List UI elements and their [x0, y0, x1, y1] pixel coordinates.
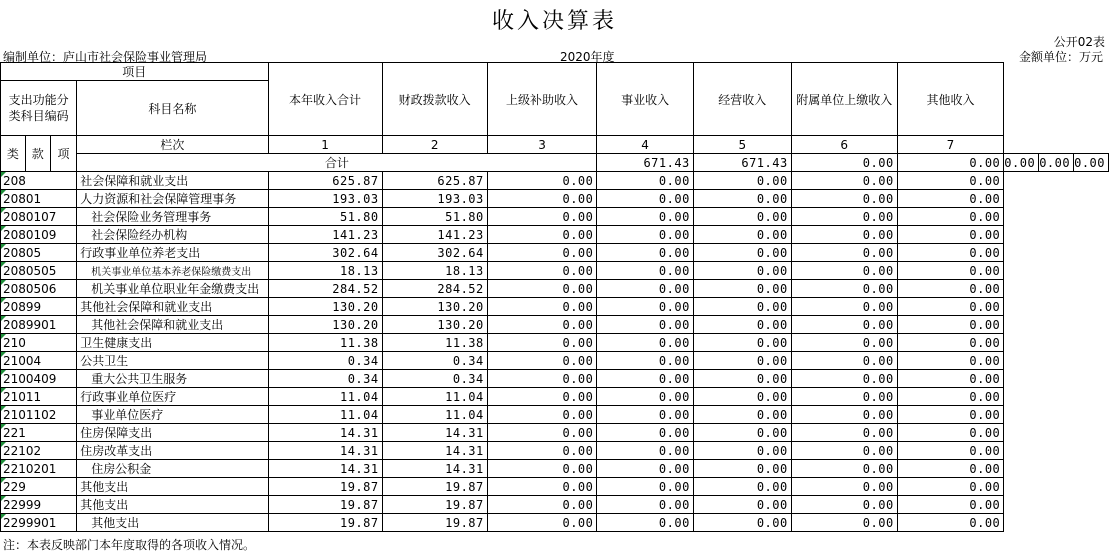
amount-cell-col4[interactable]: 0.00	[597, 262, 693, 280]
amount-cell-col5[interactable]: 0.00	[693, 334, 791, 352]
subject-name-cell[interactable]: 其他社会保障和就业支出	[77, 298, 268, 316]
amount-cell-col4[interactable]: 0.00	[597, 226, 693, 244]
amount-cell-col3[interactable]: 0.00	[487, 496, 597, 514]
subject-name-cell[interactable]: 重大公共卫生服务	[77, 370, 268, 388]
table-row	[1, 226, 1109, 244]
amount-cell-col6[interactable]: 0.00	[791, 496, 897, 514]
amount-cell-col7[interactable]: 0.00	[897, 298, 1004, 316]
amount-cell-col4[interactable]: 0.00	[597, 496, 693, 514]
table-row	[1, 424, 1109, 442]
amount-cell-col7[interactable]: 0.00	[897, 388, 1004, 406]
function-code-cell[interactable]: 2080506	[1, 280, 77, 298]
amount-cell-col5[interactable]: 0.00	[693, 262, 791, 280]
amount-cell-col5[interactable]: 0.00	[693, 460, 791, 478]
total-value-4[interactable]: 0.00	[897, 154, 1004, 172]
col-num-5[interactable]: 5	[693, 136, 791, 154]
amount-cell-col4[interactable]: 0.00	[597, 424, 693, 442]
amount-cell-col1[interactable]: 18.13	[268, 262, 382, 280]
amount-cell-col7[interactable]: 0.00	[897, 496, 1004, 514]
function-code-cell[interactable]: 20801	[1, 190, 77, 208]
table-note: 注：本表反映部门本年度取得的各项收入情况。	[3, 538, 256, 552]
header-col-other[interactable]: 其他收入	[897, 63, 1004, 136]
report-meta-row	[0, 48, 1109, 62]
amount-cell-col4[interactable]: 0.00	[597, 370, 693, 388]
amount-cell-col6[interactable]: 0.00	[791, 280, 897, 298]
amount-cell-col2[interactable]: 11.04	[382, 406, 487, 424]
form-number: 公开02表	[1053, 35, 1105, 49]
subject-name-cell[interactable]: 机关事业单位基本养老保险缴费支出	[77, 262, 268, 280]
amount-cell-col5[interactable]: 0.00	[693, 352, 791, 370]
amount-cell-col6[interactable]: 0.00	[791, 208, 897, 226]
subject-name-cell[interactable]: 住房保障支出	[77, 424, 268, 442]
total-value-6[interactable]: 0.00	[1039, 154, 1074, 172]
header-xiang[interactable]: 项	[50, 136, 77, 172]
amount-cell-col4[interactable]: 0.00	[597, 190, 693, 208]
amount-cell-col2[interactable]: 18.13	[382, 262, 487, 280]
amount-cell-col2[interactable]: 625.87	[382, 172, 487, 190]
amount-cell-col5[interactable]: 0.00	[693, 190, 791, 208]
amount-cell-col7[interactable]: 0.00	[897, 334, 1004, 352]
amount-cell-col6[interactable]: 0.00	[791, 262, 897, 280]
income-table	[0, 62, 1109, 532]
amount-cell-col4[interactable]: 0.00	[597, 478, 693, 496]
amount-cell-col1[interactable]: 11.04	[268, 388, 382, 406]
table-row	[1, 514, 1109, 532]
amount-cell-col4[interactable]: 0.00	[597, 388, 693, 406]
amount-cell-col4[interactable]: 0.00	[597, 352, 693, 370]
amount-cell-col3[interactable]: 0.00	[487, 244, 597, 262]
table-row	[1, 298, 1109, 316]
subject-name-cell[interactable]: 卫生健康支出	[77, 334, 268, 352]
amount-cell-col4[interactable]: 0.00	[597, 298, 693, 316]
header-kuan[interactable]: 款	[25, 136, 50, 172]
subject-name-cell[interactable]: 其他支出	[77, 496, 268, 514]
header-func-code[interactable]: 支出功能分类科目编码	[1, 81, 77, 136]
amount-cell-col6[interactable]: 0.00	[791, 316, 897, 334]
amount-cell-col3[interactable]: 0.00	[487, 262, 597, 280]
amount-cell-col1[interactable]: 0.34	[268, 352, 382, 370]
amount-cell-col3[interactable]: 0.00	[487, 280, 597, 298]
subject-name-cell[interactable]: 其他支出	[77, 478, 268, 496]
table-row	[1, 172, 1109, 190]
amount-cell-col1[interactable]: 193.03	[268, 190, 382, 208]
amount-cell-col2[interactable]: 51.80	[382, 208, 487, 226]
amount-cell-col2[interactable]: 141.23	[382, 226, 487, 244]
amount-cell-col7[interactable]: 0.00	[897, 172, 1004, 190]
header-lei[interactable]: 类	[1, 136, 26, 172]
amount-cell-col2[interactable]: 14.31	[382, 424, 487, 442]
subject-name-cell[interactable]: 社会保险业务管理事务	[77, 208, 268, 226]
function-code-cell[interactable]: 2080107	[1, 208, 77, 226]
amount-cell-col2[interactable]: 19.87	[382, 496, 487, 514]
amount-cell-col7[interactable]: 0.00	[897, 424, 1004, 442]
subject-name-cell[interactable]: 人力资源和社会保障管理事务	[77, 190, 268, 208]
function-code-cell[interactable]: 2299901	[1, 514, 77, 532]
table-row	[1, 262, 1109, 280]
subject-name-cell[interactable]: 其他支出	[77, 514, 268, 532]
amount-cell-col5[interactable]: 0.00	[693, 244, 791, 262]
function-code-cell[interactable]: 229	[1, 478, 77, 496]
amount-cell-col4[interactable]: 0.00	[597, 244, 693, 262]
amount-cell-col3[interactable]: 0.00	[487, 352, 597, 370]
total-row	[1, 154, 1109, 172]
amount-cell-col7[interactable]: 0.00	[897, 280, 1004, 298]
function-code-cell[interactable]: 2100409	[1, 370, 77, 388]
col-num-3[interactable]: 3	[487, 136, 597, 154]
table-row	[1, 370, 1109, 388]
function-code-cell[interactable]: 22102	[1, 442, 77, 460]
compiling-unit: 编制单位：庐山市社会保险事业管理局	[3, 50, 208, 64]
table-row	[1, 190, 1109, 208]
amount-cell-col1[interactable]: 0.34	[268, 370, 382, 388]
amount-cell-col7[interactable]: 0.00	[897, 244, 1004, 262]
header-col-subsidiary[interactable]: 附属单位上缴收入	[791, 63, 897, 136]
function-code-cell[interactable]: 20805	[1, 244, 77, 262]
amount-cell-col3[interactable]: 0.00	[487, 442, 597, 460]
amount-cell-col7[interactable]: 0.00	[897, 370, 1004, 388]
amount-cell-col6[interactable]: 0.00	[791, 298, 897, 316]
function-code-cell[interactable]: 22999	[1, 496, 77, 514]
table-row	[1, 496, 1109, 514]
amount-cell-col7[interactable]: 0.00	[897, 514, 1004, 532]
amount-cell-col7[interactable]: 0.00	[897, 352, 1004, 370]
function-code-cell[interactable]: 2080505	[1, 262, 77, 280]
header-col-fiscal[interactable]: 财政拨款收入	[382, 63, 487, 136]
amount-cell-col6[interactable]: 0.00	[791, 352, 897, 370]
header-project[interactable]: 项目	[1, 63, 269, 81]
amount-cell-col6[interactable]: 0.00	[791, 334, 897, 352]
amount-cell-col2[interactable]: 0.34	[382, 370, 487, 388]
amount-cell-col4[interactable]: 0.00	[597, 316, 693, 334]
amount-cell-col3[interactable]: 0.00	[487, 226, 597, 244]
amount-cell-col3[interactable]: 0.00	[487, 298, 597, 316]
total-value-7[interactable]: 0.00	[1074, 154, 1109, 172]
table-row	[1, 352, 1109, 370]
amount-cell-col5[interactable]: 0.00	[693, 442, 791, 460]
total-value-2[interactable]: 671.43	[693, 154, 791, 172]
amount-cell-col1[interactable]: 19.87	[268, 514, 382, 532]
amount-cell-col3[interactable]: 0.00	[487, 334, 597, 352]
amount-cell-col2[interactable]: 11.38	[382, 334, 487, 352]
table-row	[1, 334, 1109, 352]
amount-cell-col7[interactable]: 0.00	[897, 316, 1004, 334]
amount-cell-col7[interactable]: 0.00	[897, 208, 1004, 226]
subject-name-cell[interactable]: 事业单位医疗	[77, 406, 268, 424]
amount-cell-col6[interactable]: 0.00	[791, 514, 897, 532]
amount-cell-col5[interactable]: 0.00	[693, 316, 791, 334]
amount-cell-col5[interactable]: 0.00	[693, 298, 791, 316]
amount-cell-col4[interactable]: 0.00	[597, 514, 693, 532]
amount-cell-col7[interactable]: 0.00	[897, 262, 1004, 280]
col-num-4[interactable]: 4	[597, 136, 693, 154]
amount-cell-col2[interactable]: 302.64	[382, 244, 487, 262]
amount-cell-col5[interactable]: 0.00	[693, 496, 791, 514]
amount-cell-col3[interactable]: 0.00	[487, 172, 597, 190]
amount-cell-col4[interactable]: 0.00	[597, 172, 693, 190]
amount-cell-col7[interactable]: 0.00	[897, 226, 1004, 244]
amount-cell-col2[interactable]: 19.87	[382, 478, 487, 496]
amount-cell-col3[interactable]: 0.00	[487, 478, 597, 496]
amount-cell-col5[interactable]: 0.00	[693, 424, 791, 442]
header-col-total[interactable]: 本年收入合计	[268, 63, 382, 136]
amount-cell-col2[interactable]: 130.20	[382, 298, 487, 316]
col-num-1[interactable]: 1	[268, 136, 382, 154]
amount-cell-col5[interactable]: 0.00	[693, 514, 791, 532]
total-value-3[interactable]: 0.00	[791, 154, 897, 172]
amount-cell-col1[interactable]: 19.87	[268, 478, 382, 496]
subject-name-cell[interactable]: 社会保障和就业支出	[77, 172, 268, 190]
amount-cell-col1[interactable]: 14.31	[268, 442, 382, 460]
amount-cell-col5[interactable]: 0.00	[693, 226, 791, 244]
amount-cell-col1[interactable]: 625.87	[268, 172, 382, 190]
table-row	[1, 388, 1109, 406]
subject-name-cell[interactable]: 行政事业单位医疗	[77, 388, 268, 406]
header-col-operation[interactable]: 经营收入	[693, 63, 791, 136]
amount-cell-col4[interactable]: 0.00	[597, 334, 693, 352]
report-year: 2020年度	[560, 50, 615, 64]
amount-cell-col7[interactable]: 0.00	[897, 460, 1004, 478]
col-num-7[interactable]: 7	[897, 136, 1004, 154]
amount-cell-col3[interactable]: 0.00	[487, 190, 597, 208]
subject-name-cell[interactable]: 公共卫生	[77, 352, 268, 370]
amount-cell-col3[interactable]: 0.00	[487, 424, 597, 442]
table-row	[1, 208, 1109, 226]
function-code-cell[interactable]: 2101102	[1, 406, 77, 424]
amount-cell-col4[interactable]: 0.00	[597, 406, 693, 424]
table-row	[1, 316, 1109, 334]
subject-name-cell[interactable]: 其他社会保障和就业支出	[77, 316, 268, 334]
amount-cell-col6[interactable]: 0.00	[791, 442, 897, 460]
amount-cell-col6[interactable]: 0.00	[791, 460, 897, 478]
amount-cell-col2[interactable]: 14.31	[382, 460, 487, 478]
total-value-1[interactable]: 671.43	[597, 154, 693, 172]
amount-cell-col6[interactable]: 0.00	[791, 406, 897, 424]
header-col-index[interactable]: 栏次	[77, 136, 268, 154]
amount-cell-col5[interactable]: 0.00	[693, 370, 791, 388]
subject-name-cell[interactable]: 住房改革支出	[77, 442, 268, 460]
header-col-business[interactable]: 事业收入	[597, 63, 693, 136]
amount-cell-col5[interactable]: 0.00	[693, 280, 791, 298]
amount-cell-col2[interactable]: 14.31	[382, 442, 487, 460]
amount-cell-col5[interactable]: 0.00	[693, 388, 791, 406]
function-code-cell[interactable]: 208	[1, 172, 77, 190]
report-title: 收入决算表	[491, 9, 617, 34]
amount-cell-col6[interactable]: 0.00	[791, 424, 897, 442]
amount-cell-col3[interactable]: 0.00	[487, 406, 597, 424]
amount-cell-col5[interactable]: 0.00	[693, 208, 791, 226]
amount-cell-col2[interactable]: 130.20	[382, 316, 487, 334]
amount-cell-col7[interactable]: 0.00	[897, 442, 1004, 460]
total-value-5[interactable]: 0.00	[1004, 154, 1039, 172]
function-code-cell[interactable]: 2089901	[1, 316, 77, 334]
table-row	[1, 280, 1109, 298]
amount-cell-col4[interactable]: 0.00	[597, 280, 693, 298]
amount-cell-col2[interactable]: 0.34	[382, 352, 487, 370]
amount-cell-col1[interactable]: 302.64	[268, 244, 382, 262]
amount-cell-col6[interactable]: 0.00	[791, 388, 897, 406]
amount-cell-col1[interactable]: 11.38	[268, 334, 382, 352]
amount-cell-col1[interactable]: 19.87	[268, 496, 382, 514]
subject-name-cell[interactable]: 机关事业单位职业年金缴费支出	[77, 280, 268, 298]
amount-cell-col3[interactable]: 0.00	[487, 388, 597, 406]
table-row	[1, 460, 1109, 478]
function-code-cell[interactable]: 2080109	[1, 226, 77, 244]
amount-cell-col2[interactable]: 11.04	[382, 388, 487, 406]
table-row	[1, 406, 1109, 424]
amount-cell-col1[interactable]: 130.20	[268, 298, 382, 316]
header-col-superior[interactable]: 上级补助收入	[487, 63, 597, 136]
function-code-cell[interactable]: 2210201	[1, 460, 77, 478]
function-code-cell[interactable]: 221	[1, 424, 77, 442]
function-code-cell[interactable]: 21011	[1, 388, 77, 406]
amount-cell-col4[interactable]: 0.00	[597, 460, 693, 478]
col-num-2[interactable]: 2	[382, 136, 487, 154]
amount-unit: 金额单位：万元	[1018, 50, 1103, 64]
amount-cell-col3[interactable]: 0.00	[487, 514, 597, 532]
amount-cell-col5[interactable]: 0.00	[693, 406, 791, 424]
subject-name-cell[interactable]: 行政事业单位养老支出	[77, 244, 268, 262]
amount-cell-col3[interactable]: 0.00	[487, 370, 597, 388]
header-subject-name[interactable]: 科目名称	[77, 81, 268, 136]
amount-cell-col6[interactable]: 0.00	[791, 226, 897, 244]
function-code-cell[interactable]: 210	[1, 334, 77, 352]
subject-name-cell[interactable]: 住房公积金	[77, 460, 268, 478]
amount-cell-col2[interactable]: 19.87	[382, 514, 487, 532]
amount-cell-col3[interactable]: 0.00	[487, 208, 597, 226]
amount-cell-col3[interactable]: 0.00	[487, 460, 597, 478]
amount-cell-col3[interactable]: 0.00	[487, 316, 597, 334]
col-num-6[interactable]: 6	[791, 136, 897, 154]
amount-cell-col4[interactable]: 0.00	[597, 208, 693, 226]
function-code-cell[interactable]: 21004	[1, 352, 77, 370]
amount-cell-col5[interactable]: 0.00	[693, 478, 791, 496]
amount-cell-col5[interactable]: 0.00	[693, 172, 791, 190]
amount-cell-col1[interactable]: 141.23	[268, 226, 382, 244]
amount-cell-col4[interactable]: 0.00	[597, 442, 693, 460]
amount-cell-col2[interactable]: 193.03	[382, 190, 487, 208]
amount-cell-col6[interactable]: 0.00	[791, 172, 897, 190]
subject-name-cell[interactable]: 社会保险经办机构	[77, 226, 268, 244]
table-row	[1, 244, 1109, 262]
amount-cell-col1[interactable]: 14.31	[268, 460, 382, 478]
amount-cell-col7[interactable]: 0.00	[897, 478, 1004, 496]
amount-cell-col2[interactable]: 284.52	[382, 280, 487, 298]
table-row	[1, 442, 1109, 460]
amount-cell-col1[interactable]: 11.04	[268, 406, 382, 424]
amount-cell-col1[interactable]: 130.20	[268, 316, 382, 334]
amount-cell-col1[interactable]: 14.31	[268, 424, 382, 442]
table-row	[1, 478, 1109, 496]
amount-cell-col1[interactable]: 284.52	[268, 280, 382, 298]
amount-cell-col7[interactable]: 0.00	[897, 406, 1004, 424]
function-code-cell[interactable]: 20899	[1, 298, 77, 316]
amount-cell-col1[interactable]: 51.80	[268, 208, 382, 226]
amount-cell-col7[interactable]: 0.00	[897, 190, 1004, 208]
total-label[interactable]: 合计	[77, 154, 597, 172]
amount-cell-col6[interactable]: 0.00	[791, 190, 897, 208]
amount-cell-col6[interactable]: 0.00	[791, 370, 897, 388]
amount-cell-col6[interactable]: 0.00	[791, 478, 897, 496]
amount-cell-col6[interactable]: 0.00	[791, 244, 897, 262]
